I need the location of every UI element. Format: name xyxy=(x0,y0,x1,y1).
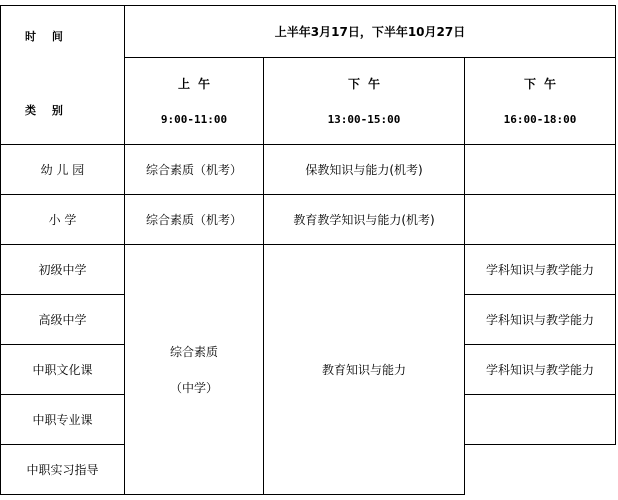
category-vocational-professional: 中职专业课 xyxy=(1,395,125,445)
session-morning-header xyxy=(125,58,264,145)
exam-cell: 保教知识与能力(机考) xyxy=(264,145,465,195)
session-time: 16:00-18:00 xyxy=(503,112,577,126)
category-senior-high: 高级中学 xyxy=(1,295,125,345)
exam-cell: 学科知识与教学能力 xyxy=(465,345,616,395)
exam-cell-empty xyxy=(465,145,616,195)
exam-name: 综合素质 xyxy=(169,344,218,359)
exam-cell-empty xyxy=(465,395,616,445)
exam-cell: 综合素质（机考） xyxy=(125,145,264,195)
session-afternoon-header xyxy=(264,58,465,145)
category-header-label: 类 别 xyxy=(25,104,69,117)
exam-cell-empty xyxy=(465,195,616,245)
session-time: 13:00-15:00 xyxy=(327,112,401,126)
exam-cell: 学科知识与教学能力 xyxy=(465,245,616,295)
category-junior-high: 初级中学 xyxy=(1,245,125,295)
exam-dates-header: 上半年3月17日，下半年10月27日 xyxy=(125,6,616,58)
category-vocational-internship: 中职实习指导 xyxy=(1,445,125,495)
exam-cell: 教育教学知识与能力(机考) xyxy=(264,195,465,245)
session-label: 下午 xyxy=(347,76,388,91)
category-primary-school: 小 学 xyxy=(1,195,125,245)
exam-scope: （中学） xyxy=(169,380,218,395)
exam-cell-secondary-general xyxy=(125,245,264,495)
exam-cell-secondary-education: 教育知识与能力 xyxy=(264,245,465,495)
session-label: 下午 xyxy=(524,76,565,91)
category-kindergarten: 幼 儿 园 xyxy=(1,145,125,195)
session-late-afternoon-header xyxy=(465,58,616,145)
session-label: 上午 xyxy=(177,76,218,91)
exam-cell: 学科知识与教学能力 xyxy=(465,295,616,345)
header-corner-cell xyxy=(1,6,125,145)
category-vocational-culture: 中职文化课 xyxy=(1,345,125,395)
session-time: 9:00-11:00 xyxy=(160,112,228,126)
exam-schedule-table xyxy=(0,5,616,495)
blank-cell xyxy=(465,445,616,495)
time-header-label: 时 间 xyxy=(25,30,69,43)
exam-cell: 综合素质（机考） xyxy=(125,195,264,245)
